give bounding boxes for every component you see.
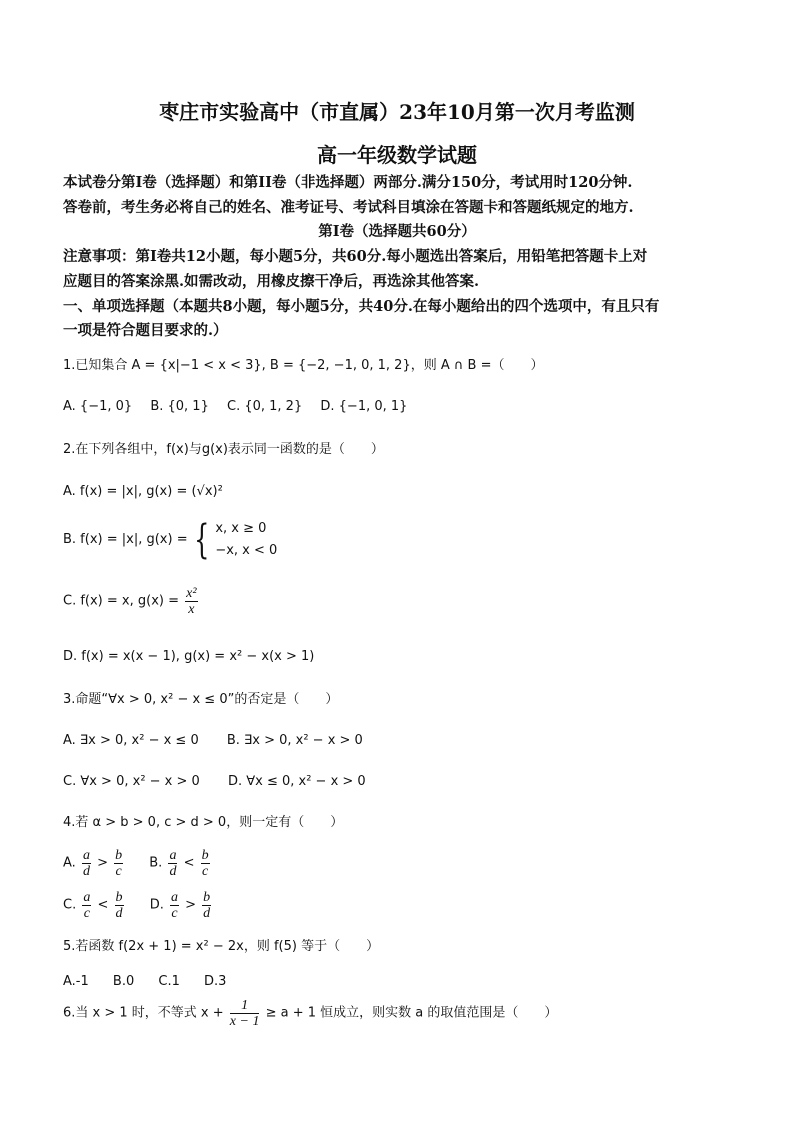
option-b: B.0 <box>112 974 135 989</box>
numerator: a <box>169 848 177 863</box>
denominator: x <box>188 602 195 617</box>
question-2-option-b <box>63 518 277 562</box>
left-brace-icon: { <box>193 517 210 563</box>
question-2-option-d: D. f(x) = x(x − 1), g(x) = x² − x(x > 1) <box>63 649 315 664</box>
fraction-a-over-c <box>82 890 91 921</box>
numerator: 1 <box>230 998 260 1014</box>
numerator: b <box>201 848 209 863</box>
option-b: B. ∃x > 0, x² − x > 0 <box>226 733 363 748</box>
option-d: D.3 <box>204 974 227 989</box>
question-6-stem <box>63 998 557 1029</box>
case-2: −x, x < 0 <box>215 543 278 558</box>
question-2-option-c <box>63 586 200 617</box>
intro-line-1: 本试卷分第Ⅰ卷（选择题）和第ⅠⅠ卷（非选择题）两部分.满分150分，考试用时120分钟. <box>63 174 633 191</box>
option-a: A.-1 <box>63 974 89 989</box>
numerator: b <box>203 890 211 905</box>
fraction-a-over-d <box>82 848 91 879</box>
fraction <box>185 586 197 617</box>
option-a: A. {−1, 0} <box>63 399 133 414</box>
notice-line-1: 注意事项：第Ⅰ卷共12小题，每小题5分，共60分.每小题选出答案后，用铅笔把答题卡上对 <box>63 248 648 265</box>
numerator: a <box>82 848 90 863</box>
denominator: c <box>202 864 209 879</box>
stem-prefix: 6.当 x > 1 时，不等式 x + <box>63 1005 224 1021</box>
question-2-option-a: A. f(x) = |x|, g(x) = (√x)² <box>63 484 223 499</box>
fraction-a-over-d <box>168 848 177 879</box>
denominator: x − 1 <box>229 1014 260 1029</box>
question-4-stem: 4.若 α > b > 0, c > d > 0，则一定有（ ） <box>63 815 344 830</box>
option-c: C. {0, 1, 2} <box>227 399 303 414</box>
numerator: b <box>115 848 123 863</box>
exam-subtitle: 高一年级数学试题 <box>317 143 477 167</box>
section-1-heading-a: 一、单项选择题（本题共8小题，每小题5分，共40分.在每小题给出的四个选项中，有且只有 <box>63 298 660 315</box>
numerator: b <box>115 890 123 905</box>
option-b: B. {0, 1} <box>150 399 209 414</box>
option-d: D. ∀x ≤ 0, x² − x > 0 <box>227 774 366 789</box>
question-5-stem: 5.若函数 f(2x + 1) = x² − 2x，则 f(5) 等于（ ） <box>63 939 380 954</box>
option-c-label: C. <box>63 897 77 913</box>
question-3-stem: 3.命题“∀x > 0, x² − x ≤ 0”的否定是（ ） <box>63 692 339 707</box>
exam-title: 枣庄市实验高中（市直属）23年10月第一次月考监测 <box>159 100 635 124</box>
piecewise-cases <box>215 518 277 562</box>
option-c: C. ∀x > 0, x² − x > 0 <box>63 774 200 789</box>
section-1-heading-b: 一项是符合题目要求的.） <box>63 322 228 339</box>
denominator: c <box>171 906 178 921</box>
question-4-options-row-1 <box>63 848 212 879</box>
option-c: C.1 <box>158 974 180 989</box>
denominator: d <box>115 906 123 921</box>
denominator: d <box>203 906 211 921</box>
fraction-a-over-c <box>170 890 179 921</box>
option-d-label: D. <box>149 897 164 913</box>
numerator: a <box>83 890 91 905</box>
operator: < <box>97 897 109 913</box>
operator: > <box>185 897 197 913</box>
denominator: d <box>169 864 177 879</box>
question-3-options-row-2 <box>63 772 380 792</box>
denominator: c <box>83 906 90 921</box>
numerator: x² <box>186 586 197 601</box>
intro-line-2: 答卷前，考生务必将自己的姓名、准考证号、考试科目填涂在答题卡和答题纸规定的地方. <box>63 199 634 216</box>
option-b-prefix: B. f(x) = |x|, g(x) = <box>63 532 188 547</box>
denominator: c <box>115 864 122 879</box>
denominator: d <box>82 864 90 879</box>
option-d: D. {−1, 0, 1} <box>320 399 408 414</box>
question-4-options-row-2 <box>63 890 213 921</box>
question-1-options <box>63 397 421 417</box>
numerator: a <box>170 890 178 905</box>
option-a: A. ∃x > 0, x² − x ≤ 0 <box>63 733 199 748</box>
fraction <box>230 998 260 1029</box>
option-c-prefix: C. f(x) = x, g(x) = <box>63 593 179 609</box>
operator: > <box>97 855 108 871</box>
question-3-options-row-1 <box>63 731 377 751</box>
option-b-label: B. <box>149 855 163 871</box>
case-1: x, x ≥ 0 <box>215 521 267 536</box>
fraction-b-over-d <box>115 890 124 921</box>
fraction-b-over-c <box>201 848 210 879</box>
operator: < <box>183 855 195 871</box>
question-1-stem: 1.已知集合 A = {x|−1 < x < 3}, B = {−2, −1, 0, 1, 2}，则 A ∩ B =（ ） <box>63 358 544 373</box>
fraction-b-over-c <box>114 848 123 879</box>
question-2-stem: 2.在下列各组中，f(x)与g(x)表示同一函数的是（ ） <box>63 442 384 457</box>
notice-line-2: 应题目的答案涂黑.如需改动，用橡皮擦干净后，再选涂其他答案. <box>63 273 480 290</box>
question-5-options <box>63 972 240 992</box>
stem-suffix: ≥ a + 1 恒成立，则实数 a 的取值范围是（ ） <box>265 1005 558 1021</box>
option-a-label: A. <box>63 855 76 871</box>
fraction-b-over-d <box>202 890 211 921</box>
part-1-heading: 第Ⅰ卷（选择题共60分） <box>318 223 476 240</box>
